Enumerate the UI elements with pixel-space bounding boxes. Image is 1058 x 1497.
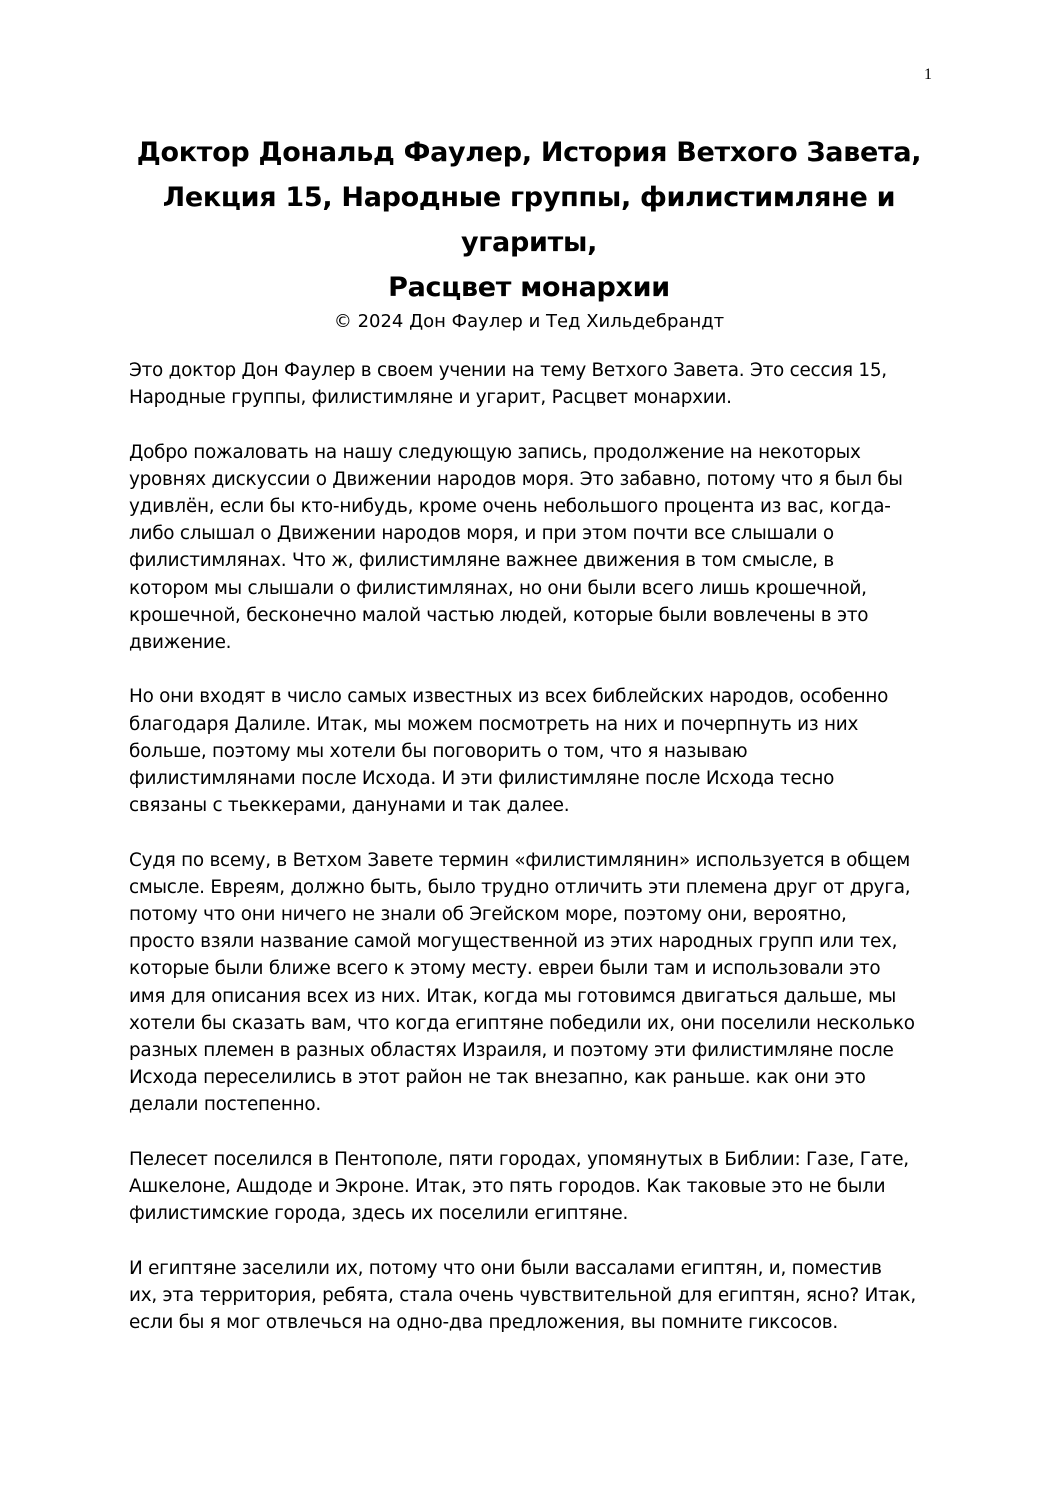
document-title	[100, 130, 958, 336]
title-line: угариты,	[460, 227, 598, 258]
document-body	[129, 357, 935, 1363]
text-line: движение.	[129, 632, 232, 654]
text-line: филистимские города, здесь их поселили египтяне.	[129, 1203, 629, 1225]
paragraph	[129, 847, 935, 1119]
text-line: Это доктор Дон Фаулер в своем учении на тему Ветхого Завета. Это сессия 15,	[129, 360, 887, 381]
text-line: Ашкелоне, Ашдоде и Экроне. Итак, это пять городов. Как таковые это не были	[129, 1176, 886, 1198]
title-line: Расцвет монархии	[388, 272, 670, 303]
paragraph	[129, 1255, 935, 1337]
text-line: связаны с тьеккерами, данунами и так далее.	[129, 795, 570, 817]
text-line: Но они входят в число самых известных из всех библейских народов, особенно	[129, 686, 889, 708]
text-line: удивлён, если бы кто-нибудь, кроме очень небольшого процента из вас, когда-	[129, 496, 891, 517]
text-line: благодаря Далиле. Итак, мы можем посмотреть на них и почерпнуть из них	[129, 713, 859, 735]
text-line: которые были ближе всего к этому месту. евреи были там и использовали это	[129, 958, 881, 980]
text-line: хотели бы сказать вам, что когда египтяне победили их, они поселили несколько	[129, 1012, 915, 1034]
paragraph	[129, 1146, 935, 1228]
text-line: имя для описания всех из них. Итак, когда мы готовимся двигаться дальше, мы	[129, 985, 896, 1007]
text-line: филистимлянами после Исхода. И эти филистимляне после Исхода тесно	[129, 768, 835, 790]
text-line: разных племен в разных областях Израиля, и поэтому эти филистимляне после	[129, 1040, 894, 1062]
text-line: потому что они ничего не знали об Эгейском море, поэтому они, вероятно,	[129, 904, 847, 926]
text-line: больше, поэтому мы хотели бы поговорить о том, что я называю	[129, 740, 748, 762]
text-line: И египтяне заселили их, потому что они были вассалами египтян, и, поместив	[129, 1257, 882, 1279]
text-line: Судя по всему, в Ветхом Завете термин «филистимлянин» используется в общем	[129, 849, 910, 871]
title-line: Доктор Дональд Фаулер, История Ветхого Завета,	[136, 137, 922, 168]
paragraph	[129, 439, 935, 657]
text-line: Исхода переселились в этот район не так внезапно, как раньше. как они это	[129, 1067, 866, 1089]
text-line: уровнях дискуссии о Движении народов моря. Это забавно, потому что я был бы	[129, 468, 903, 490]
text-line: Народные группы, филистимляне и угарит, Расцвет монархии.	[129, 387, 732, 409]
text-line: если бы я мог отвлечься на одно-два предложения, вы помните гиксосов.	[129, 1312, 838, 1334]
text-line: Пелесет поселился в Пентополе, пяти городах, упомянутых в Библии: Газе, Гате,	[129, 1148, 909, 1170]
text-line: филистимлянах. Что ж, филистимляне важнее движения в том смысле, в	[129, 550, 834, 572]
paragraph	[129, 357, 935, 411]
text-line: просто взяли название самой могущественной из этих народных групп или тех,	[129, 931, 898, 953]
text-line: их, эта территория, ребята, стала очень чувствительной для египтян, ясно? Итак,	[129, 1284, 917, 1306]
text-line: либо слышал о Движении народов моря, и при этом почти все слышали о	[129, 523, 834, 545]
page-number: 1	[924, 66, 932, 83]
text-line: смысле. Евреям, должно быть, было трудно отличить эти племена друг от друга,	[129, 876, 911, 898]
title-line: Лекция 15, Народные группы, филистимляне и	[162, 182, 896, 213]
text-line: крошечной, бесконечно малой частью людей, которые были вовлечены в это	[129, 604, 869, 626]
text-line: делали постепенно.	[129, 1094, 322, 1116]
copyright-notice: © 2024 Дон Фаулер и Тед Хильдебрандт	[333, 311, 725, 332]
text-line: Добро пожаловать на нашу следующую запись, продолжение на некоторых	[129, 441, 861, 463]
paragraph	[129, 683, 935, 819]
text-line: котором мы слышали о филистимлянах, но они были всего лишь крошечной,	[129, 577, 867, 599]
